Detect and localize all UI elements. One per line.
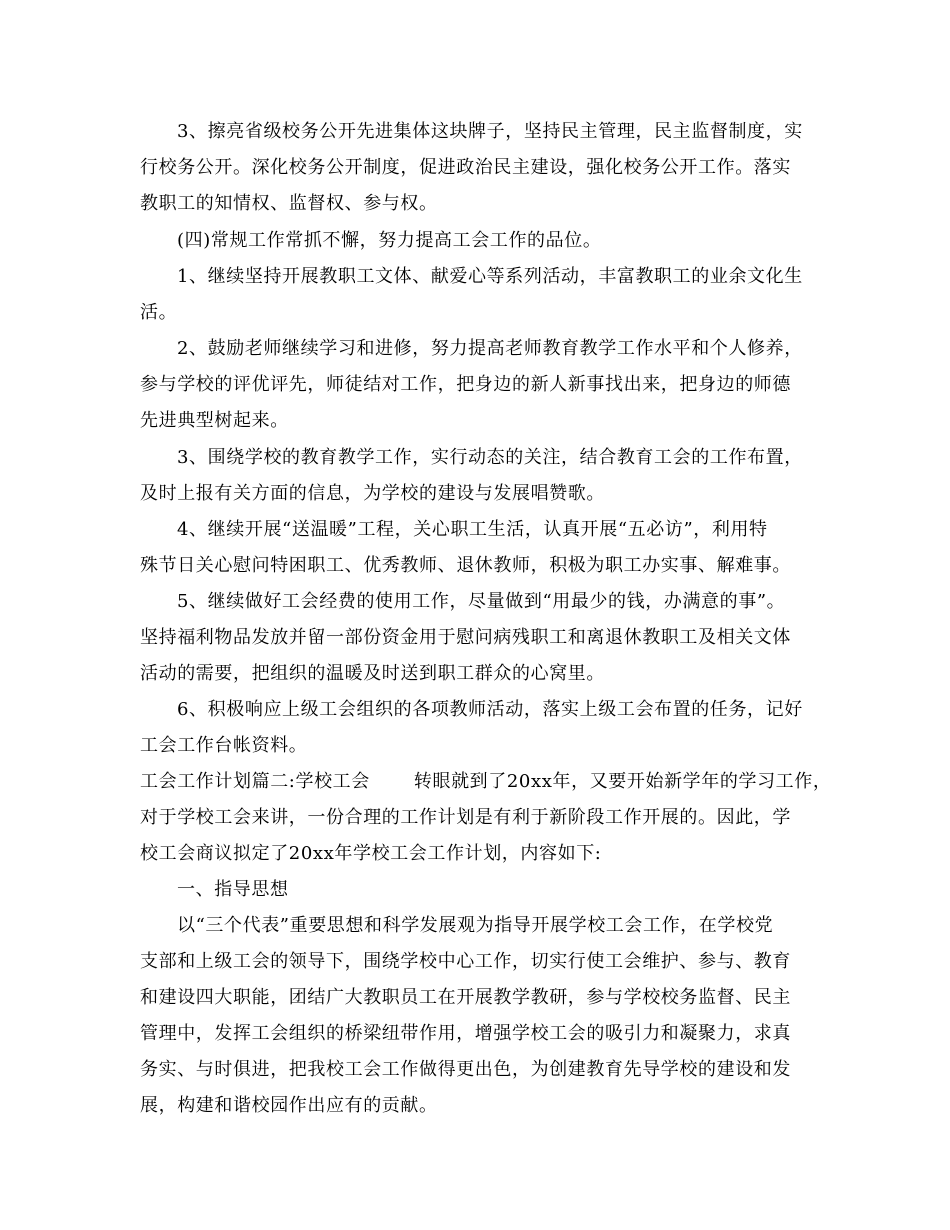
paragraph-line: 及时上报有关方面的信息，为学校的建设与发展唱赞歌。 — [140, 483, 605, 504]
paragraph-line: 2、鼓励老师继续学习和进修，努力提高老师教育教学工作水平和个人修养， — [177, 338, 803, 359]
paragraph-line: 行校务公开。深化校务公开制度，促进政治民主建设，强化校务公开工作。落实 — [140, 157, 791, 178]
section-title-line — [140, 770, 831, 794]
paragraph-line: 3、围绕学校的教育教学工作，实行动态的关注，结合教育工会的工作布置， — [177, 447, 803, 468]
subsection-heading: 一、指导思想 — [177, 879, 289, 900]
section-intro-text: 转眼就到了20xx年，又要开始新学年的学习工作， — [413, 771, 832, 792]
paragraph-line: 5、继续做好工会经费的使用工作，尽量做到“用最少的钱，办满意的事”。 — [177, 591, 786, 612]
paragraph-line: 1、继续坚持开展教职工文体、献爱心等系列活动，丰富教职工的业余文化生 — [177, 266, 803, 287]
paragraph-line: 以“三个代表”重要思想和科学发展观为指导开展学校工会工作，在学校党 — [177, 915, 774, 936]
paragraph-line: 活动的需要，把组织的温暖及时送到职工群众的心窝里。 — [140, 663, 605, 684]
paragraph-line: 务实、与时俱进，把我校工会工作做得更出色，为创建教育先导学校的建设和发 — [140, 1059, 791, 1080]
paragraph-line: 展，构建和谐校园作出应有的贡献。 — [140, 1095, 438, 1116]
paragraph-line: 和建设四大职能，团结广大教职员工在开展教学教研，参与学校校务监督、民主 — [140, 987, 791, 1008]
paragraph-line: 活。 — [140, 302, 178, 323]
paragraph-line: 4、继续开展“送温暖”工程，关心职工生活，认真开展“五必访”，利用特 — [177, 519, 768, 540]
paragraph-line: 殊节日关心慰问特困职工、优秀教师、退休教师，积极为职工办实事、解难事。 — [140, 555, 791, 576]
paragraph-line: 工会工作台帐资料。 — [140, 735, 308, 756]
paragraph-line: 3、擦亮省级校务公开先进集体这块牌子，坚持民主管理，民主监督制度，实 — [177, 121, 803, 142]
section-heading: (四)常规工作常抓不懈，努力提高工会工作的品位。 — [177, 230, 602, 251]
paragraph-line: 管理中，发挥工会组织的桥梁纽带作用，增强学校工会的吸引力和凝聚力，求真 — [140, 1023, 791, 1044]
section-title: 工会工作计划篇二:学校工会 — [140, 771, 370, 792]
paragraph-line: 6、积极响应上级工会组织的各项教师活动，落实上级工会布置的任务，记好 — [177, 699, 803, 720]
paragraph-line: 教职工的知情权、监督权、参与权。 — [140, 193, 438, 214]
paragraph-line: 先进典型树起来。 — [140, 410, 289, 431]
paragraph-line: 支部和上级工会的领导下，围绕学校中心工作，切实行使工会维护、参与、教育 — [140, 951, 791, 972]
paragraph-line: 校工会商议拟定了20xx年学校工会工作计划，内容如下: — [140, 843, 602, 864]
paragraph-line: 坚持福利物品发放并留一部份资金用于慰问病残职工和离退休教职工及相关文体 — [140, 627, 791, 648]
paragraph-line: 对于学校工会来讲，一份合理的工作计划是有利于新阶段工作开展的。因此，学 — [140, 807, 791, 828]
paragraph-line: 参与学校的评优评先，师徒结对工作，把身边的新人新事找出来，把身边的师德 — [140, 374, 791, 395]
